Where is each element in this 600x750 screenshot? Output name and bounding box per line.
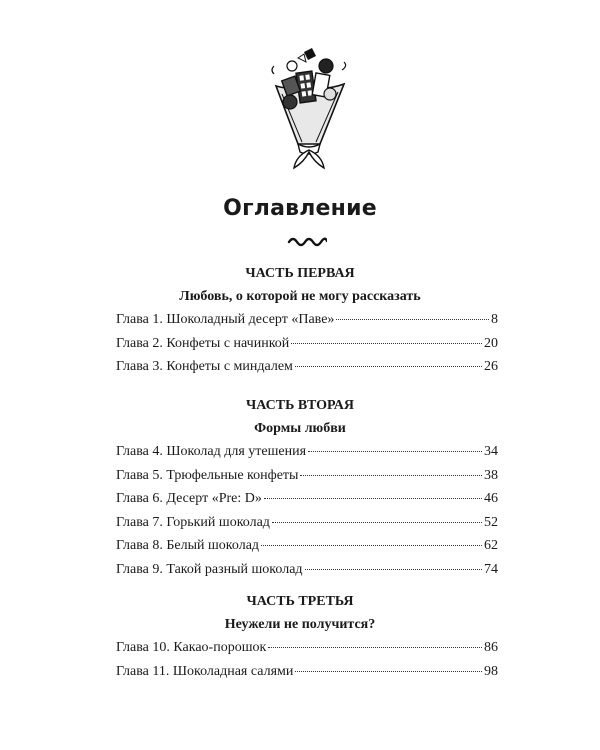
page-number: 38 bbox=[484, 467, 498, 483]
toc-entry[interactable] bbox=[116, 464, 498, 488]
dot-leader bbox=[268, 646, 482, 648]
toc-entry[interactable] bbox=[116, 332, 498, 356]
dot-leader bbox=[305, 568, 482, 570]
part-3-section bbox=[0, 591, 600, 683]
toc-entry[interactable] bbox=[116, 558, 498, 582]
page-number: 26 bbox=[484, 359, 498, 374]
toc-entry[interactable] bbox=[116, 636, 498, 660]
wave-ornament-icon bbox=[287, 233, 327, 247]
toc-entry[interactable] bbox=[116, 355, 498, 379]
chapter-name: Глава 11. Шоколадная салями bbox=[116, 663, 294, 679]
chapter-name: Глава 6. Десерт «Pre: D» bbox=[116, 491, 262, 506]
dot-leader bbox=[264, 497, 482, 499]
dot-leader bbox=[300, 474, 482, 476]
chapter-name: Глава 9. Такой разный шоколад bbox=[116, 561, 303, 577]
part-1-section bbox=[0, 263, 600, 379]
part-title: ЧАСТЬ ПЕРВАЯ bbox=[245, 266, 355, 281]
page-number: 20 bbox=[484, 335, 498, 351]
part-title: ЧАСТЬ ТРЕТЬЯ bbox=[246, 594, 354, 609]
dot-leader bbox=[272, 521, 482, 523]
toc-entry[interactable] bbox=[116, 660, 498, 684]
part-subtitle: Формы любви bbox=[254, 421, 346, 436]
dot-leader bbox=[308, 450, 482, 452]
part-2-section bbox=[0, 395, 600, 581]
chapter-name: Глава 2. Конфеты с начинкой bbox=[116, 335, 290, 351]
chocolate-bouquet-icon bbox=[268, 44, 350, 174]
toc-entry[interactable] bbox=[116, 440, 498, 464]
dot-leader bbox=[291, 342, 482, 344]
page-number: 74 bbox=[484, 561, 498, 577]
page-number: 52 bbox=[484, 514, 498, 530]
page-number: 62 bbox=[484, 538, 498, 553]
toc-title: Оглавление bbox=[223, 196, 377, 221]
dot-leader bbox=[295, 365, 482, 367]
chapter-name: Глава 3. Конфеты с миндалем bbox=[116, 359, 293, 374]
chapter-name: Глава 10. Какао-порошок bbox=[116, 640, 267, 655]
chapter-name: Глава 4. Шоколад для утешения bbox=[116, 444, 307, 459]
page-number: 46 bbox=[484, 491, 498, 506]
chapter-name: Глава 5. Трюфельные конфеты bbox=[116, 467, 299, 483]
chapter-name: Глава 7. Горький шоколад bbox=[116, 514, 270, 530]
toc-entry[interactable] bbox=[116, 534, 498, 558]
dot-leader bbox=[261, 544, 482, 546]
toc-entry[interactable] bbox=[116, 487, 498, 511]
chapter-name: Глава 1. Шоколадный десерт «Паве» bbox=[116, 312, 335, 327]
part-subtitle: Неужели не получится? bbox=[224, 617, 376, 632]
part-subtitle: Любовь, о которой не могу рассказать bbox=[179, 289, 421, 304]
part-title: ЧАСТЬ ВТОРАЯ bbox=[245, 398, 355, 413]
page-number: 86 bbox=[484, 640, 498, 655]
dot-leader bbox=[336, 318, 489, 320]
toc-entry[interactable] bbox=[116, 308, 498, 332]
chapter-name: Глава 8. Белый шоколад bbox=[116, 538, 260, 553]
page-number: 98 bbox=[484, 663, 498, 679]
page-number: 8 bbox=[491, 312, 498, 327]
page-number: 34 bbox=[484, 444, 498, 459]
dot-leader bbox=[295, 670, 482, 672]
toc-entry[interactable] bbox=[116, 511, 498, 535]
